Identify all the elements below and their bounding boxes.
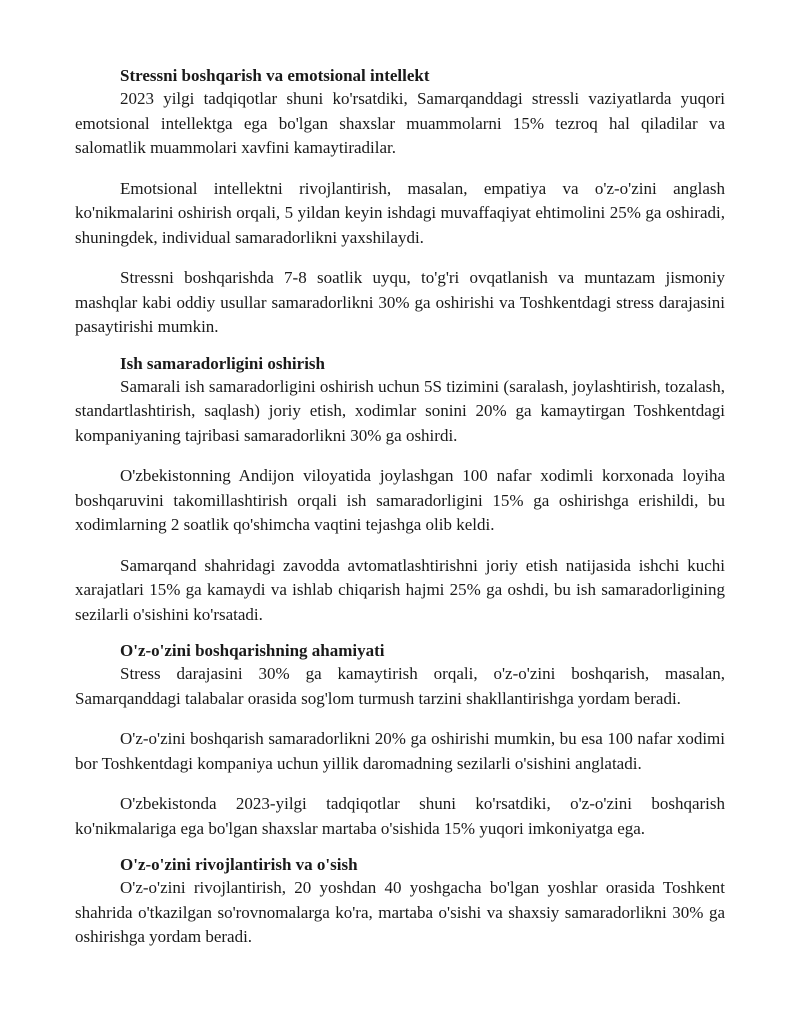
paragraph: Stress darajasini 30% ga kamaytirish orqali, o'z-o'zini boshqarish, masalan, Samarqanddagi talabalar orasida sog'lom turmush tarzini shakllantirishga yordam beradi. bbox=[75, 664, 725, 708]
paragraph: O'z-o'zini boshqarish samaradorlikni 20% ga oshirishi mumkin, bu esa 100 nafar xodimi bor Toshkentdagi kompaniya uchun yillik daromadning sezilarli o'sishini anglatadi. bbox=[75, 729, 725, 773]
paragraph: 2023 yilgi tadqiqotlar shuni ko'rsatdiki, Samarqanddagi stressli vaziyatlarda yuqori emotsional intellektga ega bo'lgan shaxslar muammolarni 15% tezroq hal qiladilar va salomatlik muammolari xavfini kamaytiradilar. bbox=[75, 89, 725, 157]
section-heading: Stressni boshqarish va emotsional intellekt bbox=[120, 66, 430, 85]
section-work-efficiency bbox=[75, 354, 725, 628]
section-self-development bbox=[75, 855, 725, 950]
paragraph: Samarali ish samaradorligini oshirish uchun 5S tizimini (saralash, joylashtirish, tozalash, standartlashtirish, saqlash) joriy etish, xodimlar sonini 20% ga kamaytirgan Toshkentdagi kompaniyaning tajribasi samaradorlikni 30% ga oshirdi. bbox=[75, 376, 725, 445]
paragraph: O'z-o'zini rivojlantirish, 20 yoshdan 40 yoshgacha bo'lgan yoshlar orasida Toshkent shahrida o'tkazilgan so'rovnomalarga ko'ra, martaba o'sishi va shaxsiy samaradorlikni 30% ga oshirishga yordam beradi. bbox=[75, 878, 725, 946]
paragraph: O'zbekistonda 2023-yilgi tadqiqotlar shuni ko'rsatdiki, o'z-o'zini boshqarish ko'nikmalariga ega bo'lgan shaxslar martaba o'sishida 15% yuqori imkoniyatga ega. bbox=[75, 794, 725, 838]
section-heading: O'z-o'zini boshqarishning ahamiyati bbox=[120, 641, 385, 660]
section-heading: O'z-o'zini rivojlantirish va o'sish bbox=[120, 855, 358, 874]
paragraph: O'zbekistonning Andijon viloyatida joylashgan 100 nafar xodimli korxonada loyiha boshqaruvini takomillashtirish orqali ish samaradorligini 15% ga oshirishga erishildi, bu xodimlarning 2 soatlik qo'shimcha vaqtini tejashga olib keldi. bbox=[75, 466, 725, 534]
paragraph: Stressni boshqarishda 7-8 soatlik uyqu, to'g'ri ovqatlanish va muntazam jismoniy mashqlar kabi oddiy usullar samaradorlikni 30% ga oshirishi va Toshkentdagi stress darajasini pasaytirishi mumkin. bbox=[75, 268, 725, 336]
paragraph: Samarqand shahridagi zavodda avtomatlashtirishni joriy etish natijasida ishchi kuchi xarajatlari 15% ga kamaydi va ishlab chiqarish hajmi 25% ga oshdi, bu ish samaradorligining sezilarli o'sishini ko'rsatadi. bbox=[75, 555, 725, 624]
paragraph: Emotsional intellektni rivojlantirish, masalan, empatiya va o'z-o'zini anglash ko'nikmalarini oshirish orqali, 5 yildan keyin ishdagi muvaffaqiyat ehtimolini 25% ga oshiradi, shuningdek, individual samaradorlikni yaxshilaydi. bbox=[75, 178, 725, 247]
section-stress-management bbox=[75, 66, 725, 340]
section-self-management bbox=[75, 641, 725, 841]
section-heading: Ish samaradorligini oshirish bbox=[120, 353, 325, 373]
